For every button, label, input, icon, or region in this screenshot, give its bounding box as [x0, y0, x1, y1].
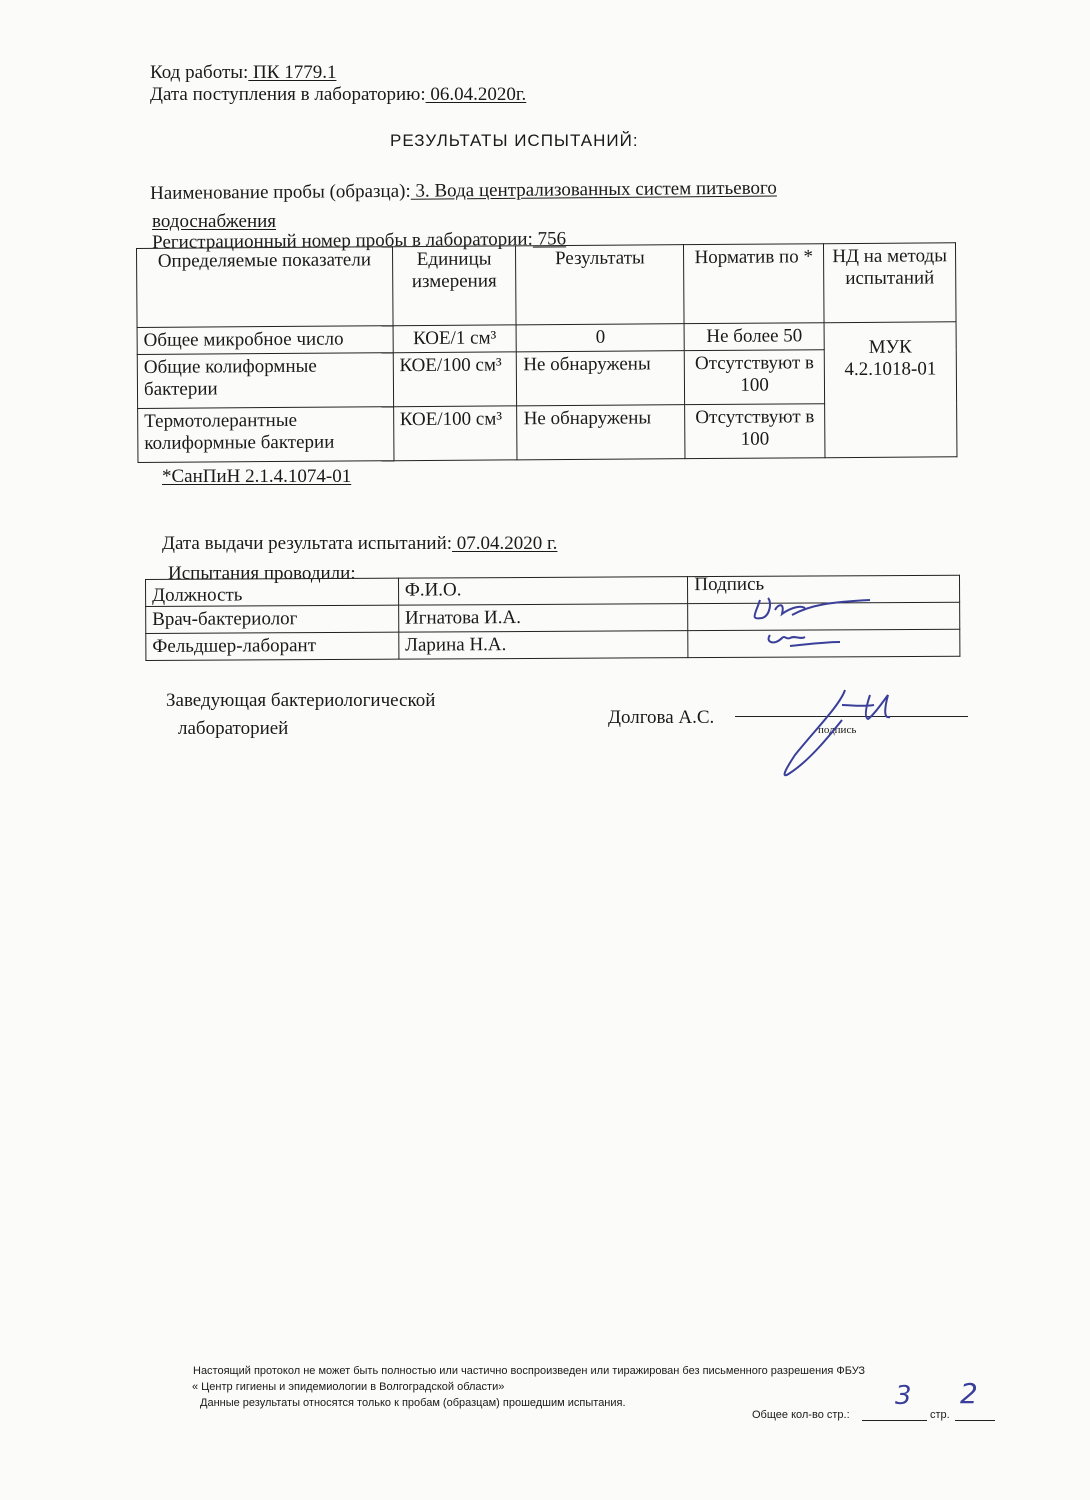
result-cell: Не обнаружены [517, 351, 685, 406]
footer-line-2: « Центр гигиены и эпидемиологии в Волгоградской области» [192, 1381, 505, 1393]
table-row [137, 322, 956, 355]
footer-line-3: Данные результаты относятся только к пробам (образцам) прошедшим испытания. [200, 1397, 626, 1409]
sample-name-line [150, 178, 777, 205]
page-number-value: 2 [960, 1377, 978, 1410]
page-label: стр. [930, 1409, 950, 1421]
unit-cell: КОЕ/100 см³ [393, 406, 517, 461]
issue-date-value: 07.04.2020 г. [452, 533, 558, 554]
result-cell: Не обнаружены [517, 405, 685, 460]
reg-number-label: Регистрационный номер пробы в лаборатории: [152, 228, 533, 253]
header-unit: Единицы измерения [392, 246, 516, 326]
indicator-cell: Общее микробное число [137, 326, 393, 355]
page-number-line [955, 1420, 995, 1421]
work-code-line [150, 62, 336, 84]
head-signature [770, 685, 920, 785]
total-pages-line [862, 1420, 927, 1421]
work-code-label: Код работы: [150, 62, 249, 83]
reg-number-value: 756 [532, 228, 567, 250]
indicator-cell: Термотолерантные колиформные бактерии [138, 407, 394, 463]
sample-name-value: 3. Вода централизованных систем питьевого [410, 177, 777, 202]
issue-date-line [162, 533, 557, 555]
results-table [136, 242, 957, 463]
method-value: МУК 4.2.1018-01 [844, 336, 937, 381]
header-results: Результаты [516, 245, 684, 325]
page-title: РЕЗУЛЬТАТЫ ИСПЫТАНИЙ: [390, 131, 639, 150]
method-cell [824, 322, 957, 458]
head-title-2: лабораторией [178, 718, 289, 739]
signature-caption: подпись [818, 724, 857, 736]
norm-cell: Не более 50 [684, 323, 824, 351]
issue-date-label: Дата выдачи результата испытаний: [162, 533, 453, 554]
received-date-line [150, 84, 526, 106]
staff-signatures [730, 580, 880, 660]
unit-cell: КОЕ/1 см³ [393, 325, 517, 353]
name-cell: Игнатова И.А. [398, 604, 688, 633]
sanpin-footnote: *СанПиН 2.1.4.1074-01 [162, 466, 352, 487]
results-header-row [137, 243, 957, 328]
indicator-cell: Общие колиформные бактерии [137, 353, 393, 409]
footer-line-1: Настоящий протокол не может быть полностью или частично воспроизведен или тиражирован без письменного разрешения ФБУЗ [193, 1365, 866, 1377]
total-pages-label: Общее кол-во стр.: [752, 1409, 850, 1421]
unit-cell: КОЕ/100 см³ [393, 352, 517, 407]
sample-name-label: Наименование пробы (образца): [150, 180, 411, 204]
work-code-value: ПК 1779.1 [248, 62, 337, 83]
received-date-label: Дата поступления в лабораторию: [150, 84, 426, 105]
received-date-value: 06.04.2020г. [425, 84, 527, 105]
name-cell: Ларина Н.А. [399, 631, 689, 660]
result-cell: 0 [517, 324, 685, 352]
header-method: НД на методы испытаний [824, 243, 956, 323]
position-cell: Фельдшер-лаборант [146, 632, 399, 660]
header-fio: Ф.И.О. [398, 577, 688, 606]
head-title-1: Заведующая бактериологической [166, 690, 436, 711]
position-cell: Врач-бактериолог [146, 605, 399, 633]
norm-cell: Отсутствуют в 100 [684, 350, 824, 405]
norm-cell: Отсутствуют в 100 [685, 404, 825, 459]
total-pages-value: 3 [895, 1381, 912, 1411]
header-signature: Подпись [688, 575, 960, 603]
header-norm: Норматив по * [684, 244, 824, 324]
conducted-label: Испытания проводили: [168, 563, 356, 584]
header-indicator: Определяемые показатели [137, 247, 393, 328]
sample-name-value-cont: водоснабжения [152, 211, 277, 232]
head-name: Долгова А.С. [608, 707, 715, 728]
header-position: Должность [146, 578, 399, 606]
